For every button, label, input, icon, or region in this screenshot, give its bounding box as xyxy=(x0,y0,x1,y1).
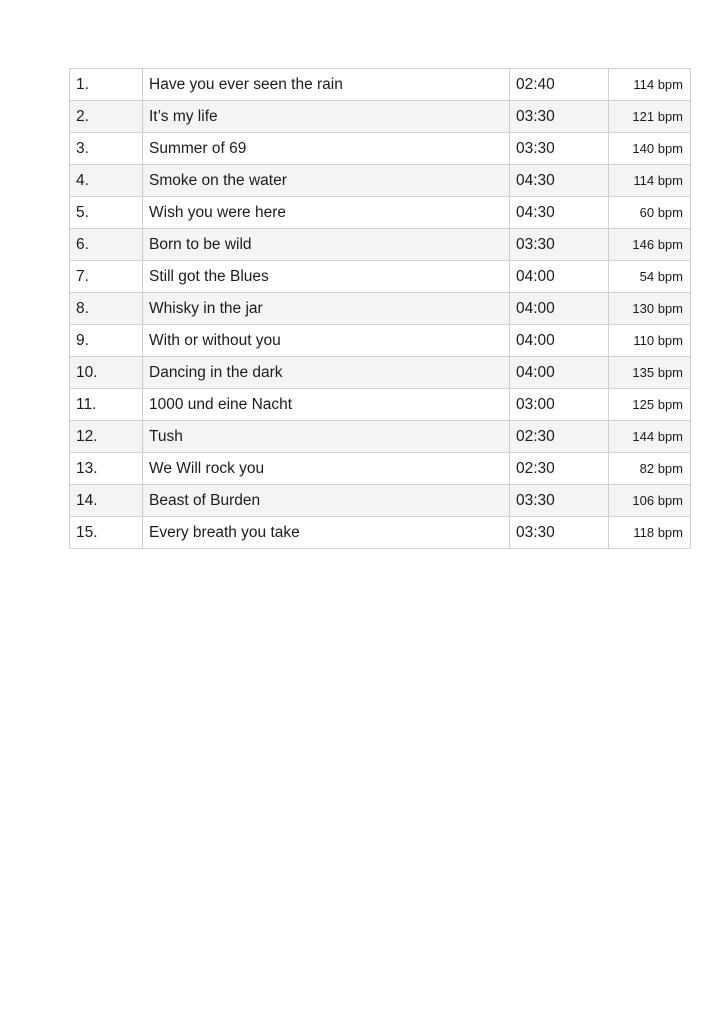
song-duration: 04:00 xyxy=(510,293,609,325)
song-duration: 03:30 xyxy=(510,101,609,133)
track-number: 14. xyxy=(70,485,143,517)
song-duration: 04:30 xyxy=(510,165,609,197)
track-number: 13. xyxy=(70,453,143,485)
table-row xyxy=(70,453,691,485)
song-duration: 04:00 xyxy=(510,261,609,293)
table-row xyxy=(70,357,691,389)
table-row xyxy=(70,165,691,197)
song-title: Beast of Burden xyxy=(143,485,510,517)
table-row xyxy=(70,133,691,165)
track-number: 8. xyxy=(70,293,143,325)
track-number: 1. xyxy=(70,69,143,101)
table-row xyxy=(70,261,691,293)
song-bpm: 146 bpm xyxy=(609,229,691,261)
song-title: 1000 und eine Nacht xyxy=(143,389,510,421)
song-duration: 02:30 xyxy=(510,421,609,453)
song-duration: 03:00 xyxy=(510,389,609,421)
song-title: Wish you were here xyxy=(143,197,510,229)
song-duration: 03:30 xyxy=(510,229,609,261)
song-bpm: 140 bpm xyxy=(609,133,691,165)
song-bpm: 121 bpm xyxy=(609,101,691,133)
track-number: 15. xyxy=(70,517,143,549)
table-row xyxy=(70,389,691,421)
setlist-table xyxy=(69,68,691,549)
song-bpm: 114 bpm xyxy=(609,69,691,101)
table-row xyxy=(70,69,691,101)
track-number: 9. xyxy=(70,325,143,357)
song-title: It’s my life xyxy=(143,101,510,133)
song-bpm: 135 bpm xyxy=(609,357,691,389)
table-row xyxy=(70,197,691,229)
song-duration: 04:30 xyxy=(510,197,609,229)
track-number: 2. xyxy=(70,101,143,133)
song-duration: 02:30 xyxy=(510,453,609,485)
song-title: Smoke on the water xyxy=(143,165,510,197)
song-bpm: 60 bpm xyxy=(609,197,691,229)
song-duration: 03:30 xyxy=(510,133,609,165)
track-number: 3. xyxy=(70,133,143,165)
song-bpm: 130 bpm xyxy=(609,293,691,325)
song-bpm: 118 bpm xyxy=(609,517,691,549)
song-title: Tush xyxy=(143,421,510,453)
track-number: 11. xyxy=(70,389,143,421)
song-title: Every breath you take xyxy=(143,517,510,549)
song-bpm: 54 bpm xyxy=(609,261,691,293)
song-bpm: 144 bpm xyxy=(609,421,691,453)
table-row xyxy=(70,421,691,453)
setlist-body xyxy=(70,69,691,549)
track-number: 4. xyxy=(70,165,143,197)
song-title: We Will rock you xyxy=(143,453,510,485)
track-number: 12. xyxy=(70,421,143,453)
song-duration: 04:00 xyxy=(510,357,609,389)
table-row xyxy=(70,325,691,357)
song-bpm: 110 bpm xyxy=(609,325,691,357)
song-duration: 02:40 xyxy=(510,69,609,101)
table-row xyxy=(70,517,691,549)
song-bpm: 106 bpm xyxy=(609,485,691,517)
song-duration: 03:30 xyxy=(510,517,609,549)
track-number: 5. xyxy=(70,197,143,229)
song-title: Still got the Blues xyxy=(143,261,510,293)
song-title: Dancing in the dark xyxy=(143,357,510,389)
table-row xyxy=(70,101,691,133)
track-number: 7. xyxy=(70,261,143,293)
song-bpm: 82 bpm xyxy=(609,453,691,485)
song-bpm: 114 bpm xyxy=(609,165,691,197)
track-number: 10. xyxy=(70,357,143,389)
table-row xyxy=(70,229,691,261)
song-bpm: 125 bpm xyxy=(609,389,691,421)
song-title: Born to be wild xyxy=(143,229,510,261)
track-number: 6. xyxy=(70,229,143,261)
song-title: With or without you xyxy=(143,325,510,357)
song-title: Have you ever seen the rain xyxy=(143,69,510,101)
song-duration: 03:30 xyxy=(510,485,609,517)
song-duration: 04:00 xyxy=(510,325,609,357)
song-title: Whisky in the jar xyxy=(143,293,510,325)
table-row xyxy=(70,293,691,325)
table-row xyxy=(70,485,691,517)
song-title: Summer of 69 xyxy=(143,133,510,165)
